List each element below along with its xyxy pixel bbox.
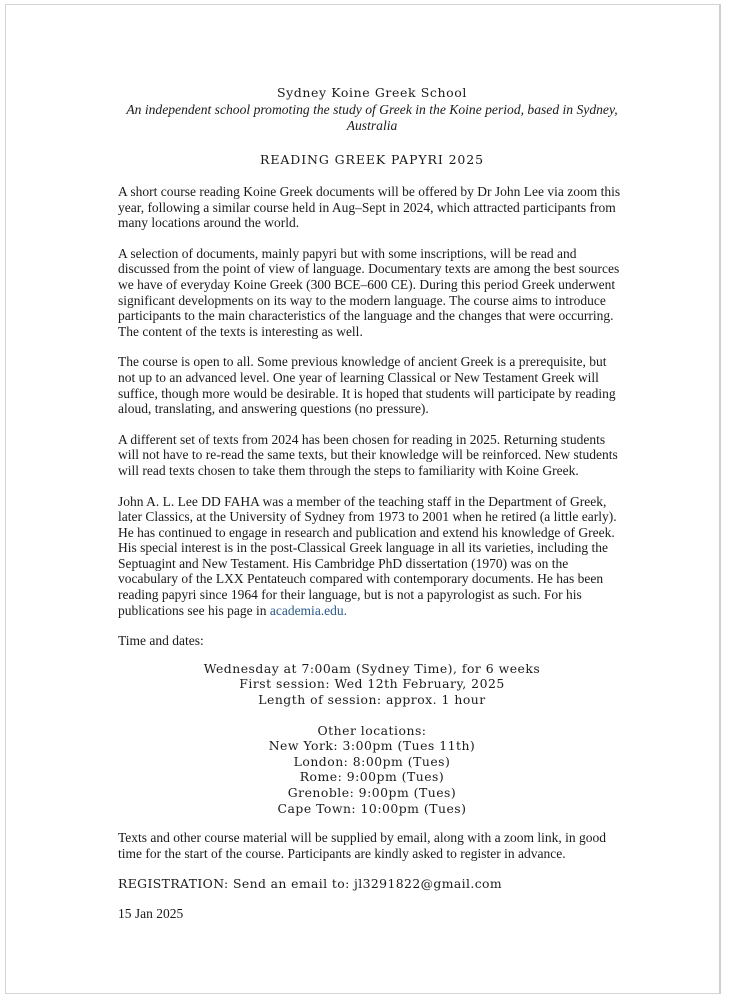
bio-paragraph [118, 494, 626, 619]
bio-text: John A. L. Lee DD FAHA was a member of the teaching staff in the Department of Greek, later Classics, at the University of Sydney from 1973 to 2001 when he retired (a little early). He has continued to engage in research and publication and extend his knowledge of Greek. His special interest is in the post-Classical Greek language in all its varieties, including the Septuagint and New Testament. His Cambridge PhD dissertation (1970) was on the vocabulary of the LXX Pentateuch compared with contemporary documents. He has been reading papyri since 1964 for their language, but is not a papyrologist as such. For his publications see his page in [118, 493, 617, 618]
selection-paragraph: A selection of documents, mainly papyri but with some inscriptions, will be read and discussed from the point of view of language. Documentary texts are among the best sources we have of everyday Koine Greek (300 BCE–600 CE). During this period Greek underwent significant developments on its way to the modern language. The course aims to introduce participants to the main characteristics of the language and the changes that were occurring. The content of the texts is interesting as well. [118, 245, 620, 339]
document-date: 15 Jan 2025 [118, 906, 184, 922]
school-name: Sydney Koine Greek School [276, 85, 468, 100]
schedule-first-session: First session: Wed 12th February, 2025 [239, 676, 505, 692]
document-content [118, 85, 626, 922]
materials-paragraph: Texts and other course material will be supplied by email, along with a zoom link, in good time for the start of the course. Participants are kindly asked to register in advance. [118, 830, 606, 861]
schedule-length: Length of session: approx. 1 hour [258, 692, 486, 708]
school-tagline: An independent school promoting the study of Greek in the Koine period, based in Sydney, Australia [126, 102, 618, 133]
location-london: London: 8:00pm (Tues) [293, 753, 451, 769]
prerequisites-paragraph: The course is open to all. Some previous knowledge of ancient Greek is a prerequisite, but not up to an advanced level. One year of learning Classical or New Testament Greek will suffice, though more would be desirable. It is hoped that students will participate by reading aloud, translating, and answering questions (no pressure). [118, 354, 616, 417]
schedule-gap [118, 708, 626, 723]
schedule-weekday: Wednesday at 7:00am (Sydney Time), for 6 weeks [203, 660, 541, 676]
academia-link[interactable]: academia.edu. [269, 602, 348, 618]
location-rome: Rome: 9:00pm (Tues) [299, 769, 445, 785]
registration-line: REGISTRATION: Send an email to: jl3291822@gmail.com [118, 876, 503, 892]
schedule-block [118, 661, 626, 816]
document-page [5, 4, 721, 994]
location-cape-town: Cape Town: 10:00pm (Tues) [277, 800, 467, 816]
other-locations-heading: Other locations: [317, 722, 427, 738]
texts-paragraph: A different set of texts from 2024 has been chosen for reading in 2025. Returning students will not have to re-read the same texts, but their knowledge will be reinforced. New students will read texts chosen to take them through the steps to familiarity with Koine Greek. [118, 431, 618, 478]
intro-paragraph: A short course reading Koine Greek documents will be offered by Dr John Lee via zoom this year, following a similar course held in Aug–Sept in 2024, which attracted participants from many locations around the world. [118, 184, 621, 231]
time-label: Time and dates: [118, 633, 204, 649]
location-grenoble: Grenoble: 9:00pm (Tues) [287, 785, 457, 800]
location-new-york: New York: 3:00pm (Tues 11th) [268, 738, 476, 754]
document-title: READING GREEK PAPYRI 2025 [260, 152, 484, 167]
